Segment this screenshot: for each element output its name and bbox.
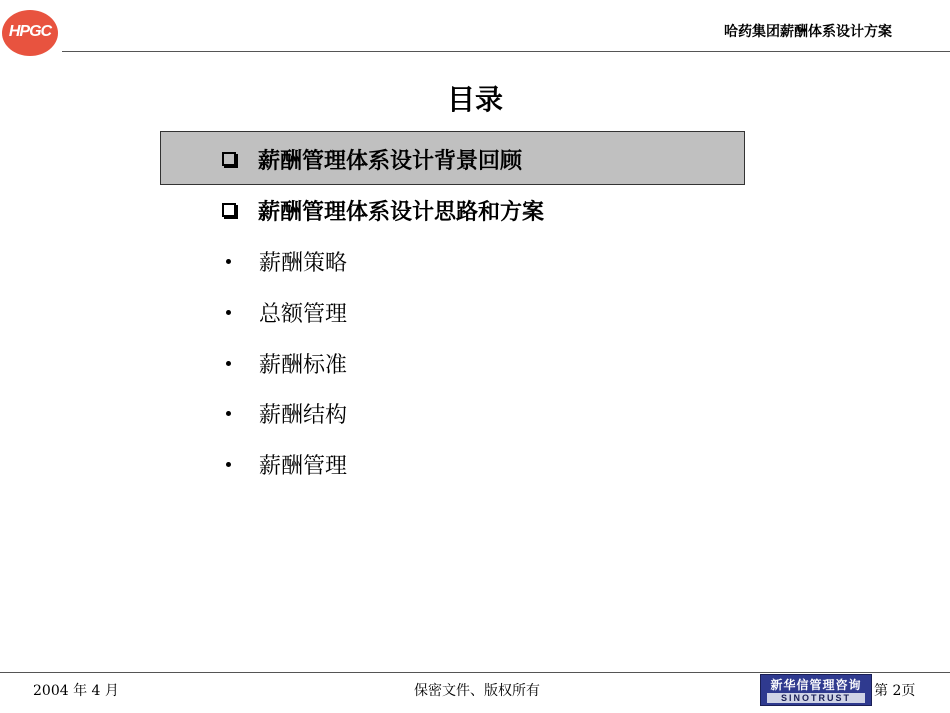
page-title: 目录 (446, 83, 503, 116)
document-title: 哈药集团薪酬体系设计方案 (724, 24, 892, 40)
page-number: 第 2页 (874, 683, 916, 699)
toc-section-2 (222, 193, 544, 227)
logo-text: HPGC (8, 23, 52, 40)
brand-name-en: SINOTRUST (767, 693, 865, 703)
footer-divider (0, 672, 950, 673)
bullet-icon (226, 411, 231, 416)
toc-item (222, 447, 347, 481)
bullet-icon (226, 361, 231, 366)
brand-name-cn: 新华信管理咨询 (770, 678, 862, 692)
toc-item-label: 薪酬标准 (259, 352, 348, 378)
toc-item (222, 346, 347, 380)
bullet-icon (226, 462, 231, 467)
checkbox-bullet-icon (222, 203, 236, 217)
toc-item-label: 总额管理 (259, 301, 348, 327)
footer-date: 2004 年 4 月 (33, 683, 119, 699)
bullet-icon (226, 310, 231, 315)
toc-item (222, 244, 347, 278)
toc-item (222, 295, 347, 329)
toc-item-label: 薪酬管理 (259, 453, 348, 479)
sinotrust-logo (760, 674, 872, 706)
toc-item-label: 薪酬结构 (259, 402, 348, 428)
checkbox-bullet-icon (222, 152, 236, 166)
toc-section-label: 薪酬管理体系设计思路和方案 (258, 199, 545, 225)
toc-section-1 (222, 142, 522, 176)
toc-item (222, 396, 347, 430)
bullet-icon (226, 259, 231, 264)
header-divider (62, 51, 950, 52)
toc-section-label: 薪酬管理体系设计背景回顾 (258, 148, 523, 174)
confidentiality-notice: 保密文件、版权所有 (414, 683, 540, 699)
hpgc-logo (2, 10, 58, 56)
toc-item-label: 薪酬策略 (259, 250, 348, 276)
